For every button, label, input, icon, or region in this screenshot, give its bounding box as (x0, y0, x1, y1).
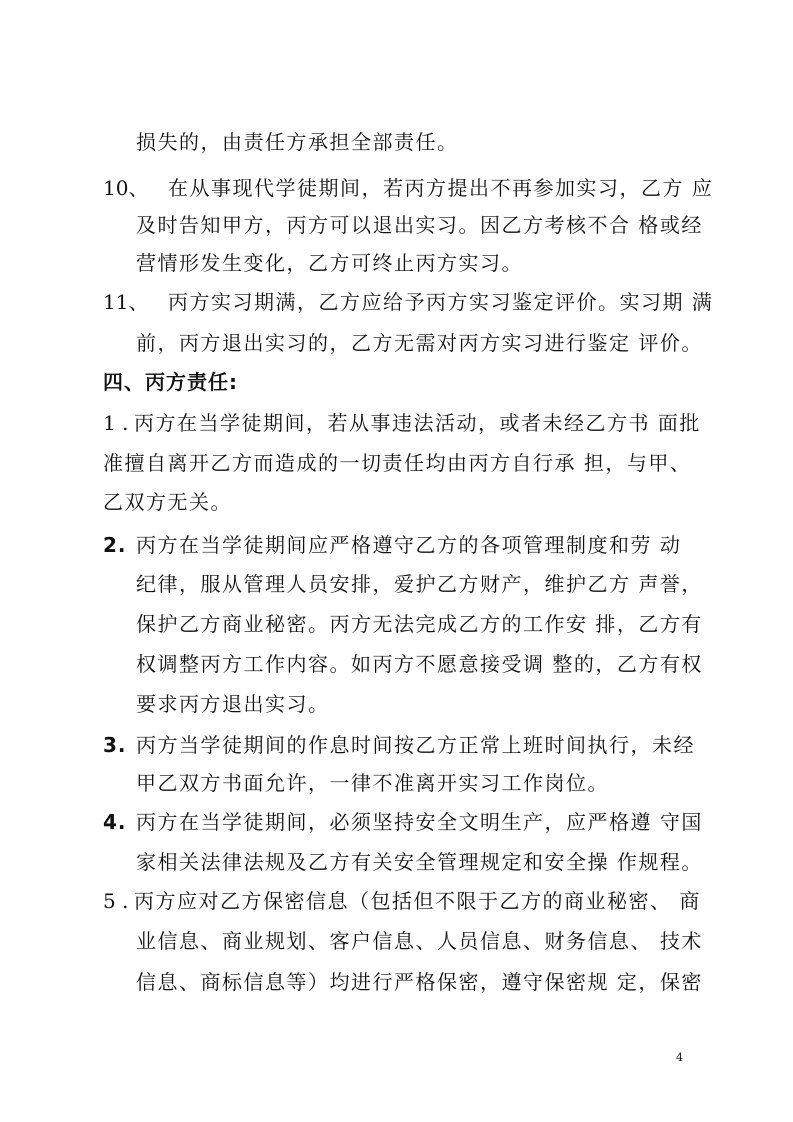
text-line: 业信息、商业规划、客户信息、人员信息、财务信息、 技术 (136, 929, 703, 953)
text-line: 丙方当学徒期间的作息时间按乙方正常上班时间执行，未经 (136, 733, 695, 757)
item-number-11: 11、 (103, 290, 149, 314)
text-line: 丙方应对乙方保密信息（包括但不限于乙方的商业秘密、 商 (134, 889, 701, 913)
text-line: 权调整丙方工作内容。如丙方不愿意接受调 整的，乙方有权 (136, 652, 703, 676)
text-line: 及时告知甲方，丙方可以退出实习。因乙方考核不合 格或经 (136, 213, 703, 237)
text-line: 纪律，服从管理人员安排，爱护乙方财产，维护乙方 声誉， (136, 572, 703, 596)
text-line: 家相关法律法规及乙方有关安全管理规定和安全操 作规程。 (136, 850, 703, 874)
text-line: 要求丙方退出实习。 (136, 692, 330, 716)
text-line: 丙方在当学徒期间，若从事违法活动，或者未经乙方书 面批 (134, 411, 701, 435)
text-line: 营情形发生变化，乙方可终止丙方实习。 (136, 251, 523, 275)
text-line: 丙方在当学徒期间应严格遵守乙方的各项管理制度和劳 动 (136, 533, 682, 557)
item-number-4: 4. (103, 810, 127, 834)
text-line: 丙方在当学徒期间，必须坚持安全文明生产，应严格遵 守国 (136, 810, 703, 834)
text-line: 前，丙方退出实习的，乙方无需对丙方实习进行鉴定 评价。 (136, 331, 703, 355)
item-number-3: 3. (103, 733, 127, 757)
item-number-5: 5 . (103, 889, 129, 913)
page-number: 4 (676, 1051, 683, 1064)
text-line: 准擅自离开乙方而造成的一切责任均由丙方自行承 担，与甲、 (103, 451, 692, 475)
text-line: 丙方实习期满，乙方应给予丙方实习鉴定评价。实习期 满 (168, 290, 714, 314)
text-line: 信息、商标信息等）均进行严格保密，遵守保密规 定，保密 (136, 970, 703, 994)
text-line: 保护乙方商业秘密。丙方无法完成乙方的工作安 排，乙方有 (136, 612, 703, 636)
section-heading: 四、丙方责任: (103, 370, 238, 394)
text-line: 乙双方无关。 (103, 490, 232, 514)
text-line: 甲乙双方书面允许，一律不准离开实习工作岗位。 (136, 771, 609, 795)
item-number-1: 1 . (103, 411, 129, 435)
item-number-2: 2. (103, 533, 127, 557)
text-line: 损失的，由责任方承担全部责任。 (136, 130, 459, 154)
text-line: 在从事现代学徒期间，若丙方提出不再参加实习，乙方 应 (168, 176, 714, 200)
item-number-10: 10、 (103, 176, 149, 200)
